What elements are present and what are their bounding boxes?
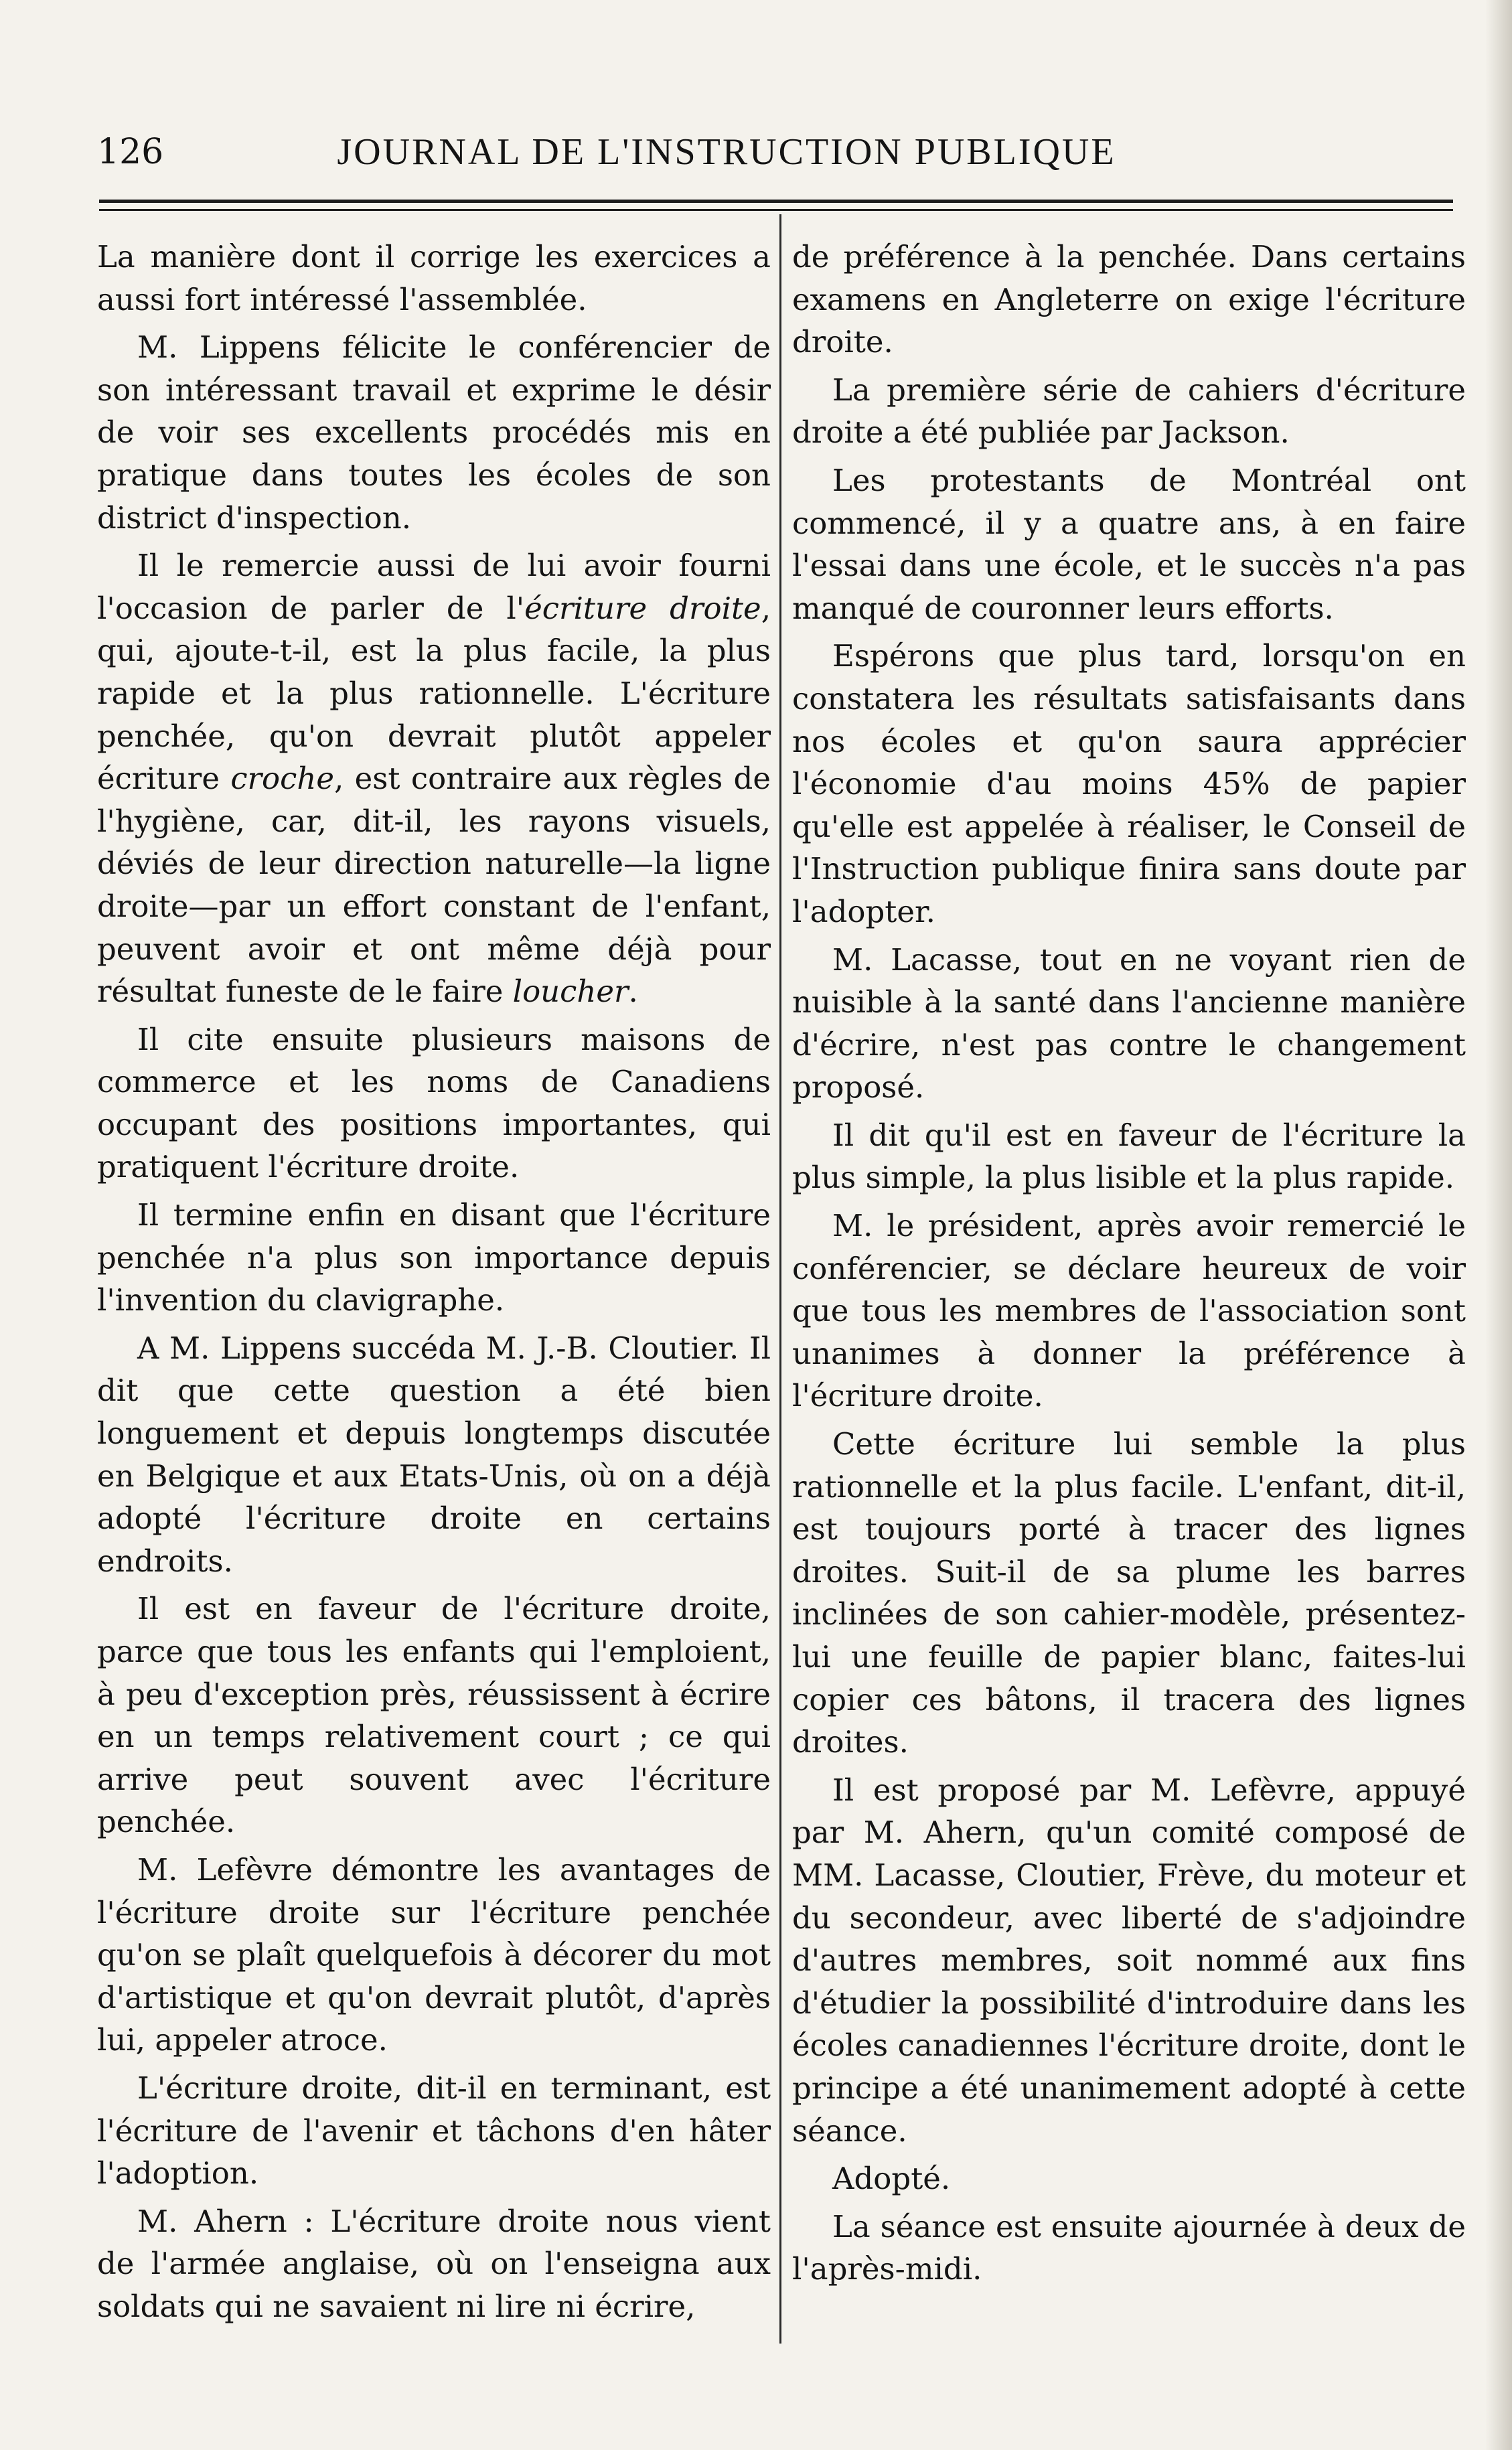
paragraph: Il dit qu'il est en faveur de l'écriture la plus simple, la plus lisible et la plus rapide.: [792, 1117, 1466, 1196]
page-number: 126: [97, 132, 164, 172]
header-rule-thin: [99, 209, 1453, 211]
paragraph: Il termine enfin en disant que l'écriture penchée n'a plus son importance depuis l'invention du clavigraphe.: [97, 1197, 771, 1318]
running-header: [97, 129, 1463, 175]
paragraph: M. Lefèvre démontre les avantages de l'écriture droite sur l'écriture penchée qu'on se plaît quelquefois à décorer du mot d'artistique et qu'on devrait plutôt, d'après lui, appeler atroce.: [97, 1851, 771, 2058]
page-edge-shadow: [1485, 0, 1512, 2450]
paragraph: Adopté.: [832, 2161, 951, 2197]
paragraph: de préférence à la penchée. Dans certains examens en Angleterre on exige l'écriture droite.: [792, 239, 1466, 360]
running-title: JOURNAL DE L'INSTRUCTION PUBLIQUE: [337, 131, 1116, 173]
text-run: Il le remercie aussi de lui avoir fourni l'occasion de parler de l': [97, 548, 771, 626]
paragraph: M. Ahern : L'écriture droite nous vient de l'armée anglaise, où on l'enseigna aux soldats qui ne savaient ni lire ni écrire,: [97, 2203, 771, 2324]
text-run: , est contraire aux règles de l'hygiène, car, dit-il, les rayons visuels, déviés de leur direction naturelle—la ligne droite—par un effort constant de l'enfant, peuvent avoir et ont même déjà pour résultat funeste de le faire: [97, 761, 771, 1010]
text-run: , qui, ajoute-t-il, est la plus facile, la plus rapide et la plus rationnelle. L'écriture penchée, qu'on devrait plutôt appeler écriture: [97, 590, 771, 797]
paragraph: Il cite ensuite plusieurs maisons de commerce et les noms de Canadiens occupant des positions importantes, qui pratiquent l'écriture droite.: [97, 1021, 771, 1185]
paragraph: Il est en faveur de l'écriture droite, parce que tous les enfants qui l'emploient, à peu d'exception près, réussissent à écrire en un temps relativement court ; ce qui arrive peut souvent avec l'écriture penchée.: [97, 1591, 771, 1840]
paragraph: Il est proposé par M. Lefèvre, appuyé par M. Ahern, qu'un comité composé de MM. Lacasse, Cloutier, Frève, du moteur et du secondeur, avec liberté de s'adjoindre d'autres membres, soit nommé aux fins d'étudier la possibilité d'introduire dans les écoles canadiennes l'écriture droite, dont le principe a été unanimement adopté à cette séance.: [792, 1772, 1466, 2149]
paragraph: Cette écriture lui semble la plus rationnelle et la plus facile. L'enfant, dit-il, est toujours porté à tracer des lignes droites. Suit-il de sa plume les barres inclinées de son cahier-modèle, présentez-lui une feuille de papier blanc, faites-lui copier ces bâtons, il tracera des lignes droites.: [792, 1426, 1466, 1760]
text-run: .: [628, 974, 638, 1010]
paragraph: La séance est ensuite ajournée à deux de l'après-midi.: [792, 2208, 1466, 2287]
paragraph: M. Lacasse, tout en ne voyant rien de nuisible à la santé dans l'ancienne manière d'écrire, n'est pas contre le changement proposé.: [792, 941, 1466, 1105]
paragraph: La manière dont il corrige les exercices a aussi fort intéressé l'assemblée.: [97, 239, 771, 317]
paragraph: Espérons que plus tard, lorsqu'on en constatera les résultats satisfaisants dans nos écoles et qu'on saura apprécier l'économie d'au moins 45% de papier qu'elle est appelée à réaliser, le Conseil de l'Instruction publique finira sans doute par l'adopter.: [792, 638, 1466, 929]
italic-text: loucher: [512, 974, 629, 1010]
paragraph: [97, 544, 771, 1013]
italic-text: écriture droite: [524, 590, 761, 626]
header-rule-thick: [99, 200, 1453, 203]
column-divider: [779, 214, 781, 2344]
right-column: [792, 236, 1466, 2352]
paragraph: M. le président, après avoir remercié le conférencier, se déclare heureux de voir que tous les membres de l'association sont unanimes à donner la préférence à l'écriture droite.: [792, 1208, 1466, 1414]
paragraph: M. Lippens félicite le conférencier de son intéressant travail et exprime le désir de voir ses excellents procédés mis en pratique dans toutes les écoles de son district d'inspection.: [97, 329, 771, 536]
paragraph: Les protestants de Montréal ont commencé, il y a quatre ans, à en faire l'essai dans une école, et le succès n'a pas manqué de couronner leurs efforts.: [792, 462, 1466, 626]
paragraph: L'écriture droite, dit-il en terminant, est l'écriture de l'avenir et tâchons d'en hâter l'adoption.: [97, 2070, 771, 2192]
left-column: [97, 236, 771, 2352]
paragraph: La première série de cahiers d'écriture droite a été publiée par Jackson.: [792, 372, 1466, 451]
paragraph: A M. Lippens succéda M. J.-B. Cloutier. Il dit que cette question a été bien longuement et depuis longtemps discutée en Belgique et aux Etats-Unis, où on a déjà adopté l'écriture droite en certains endroits.: [97, 1330, 771, 1579]
italic-text: croche: [230, 761, 334, 797]
